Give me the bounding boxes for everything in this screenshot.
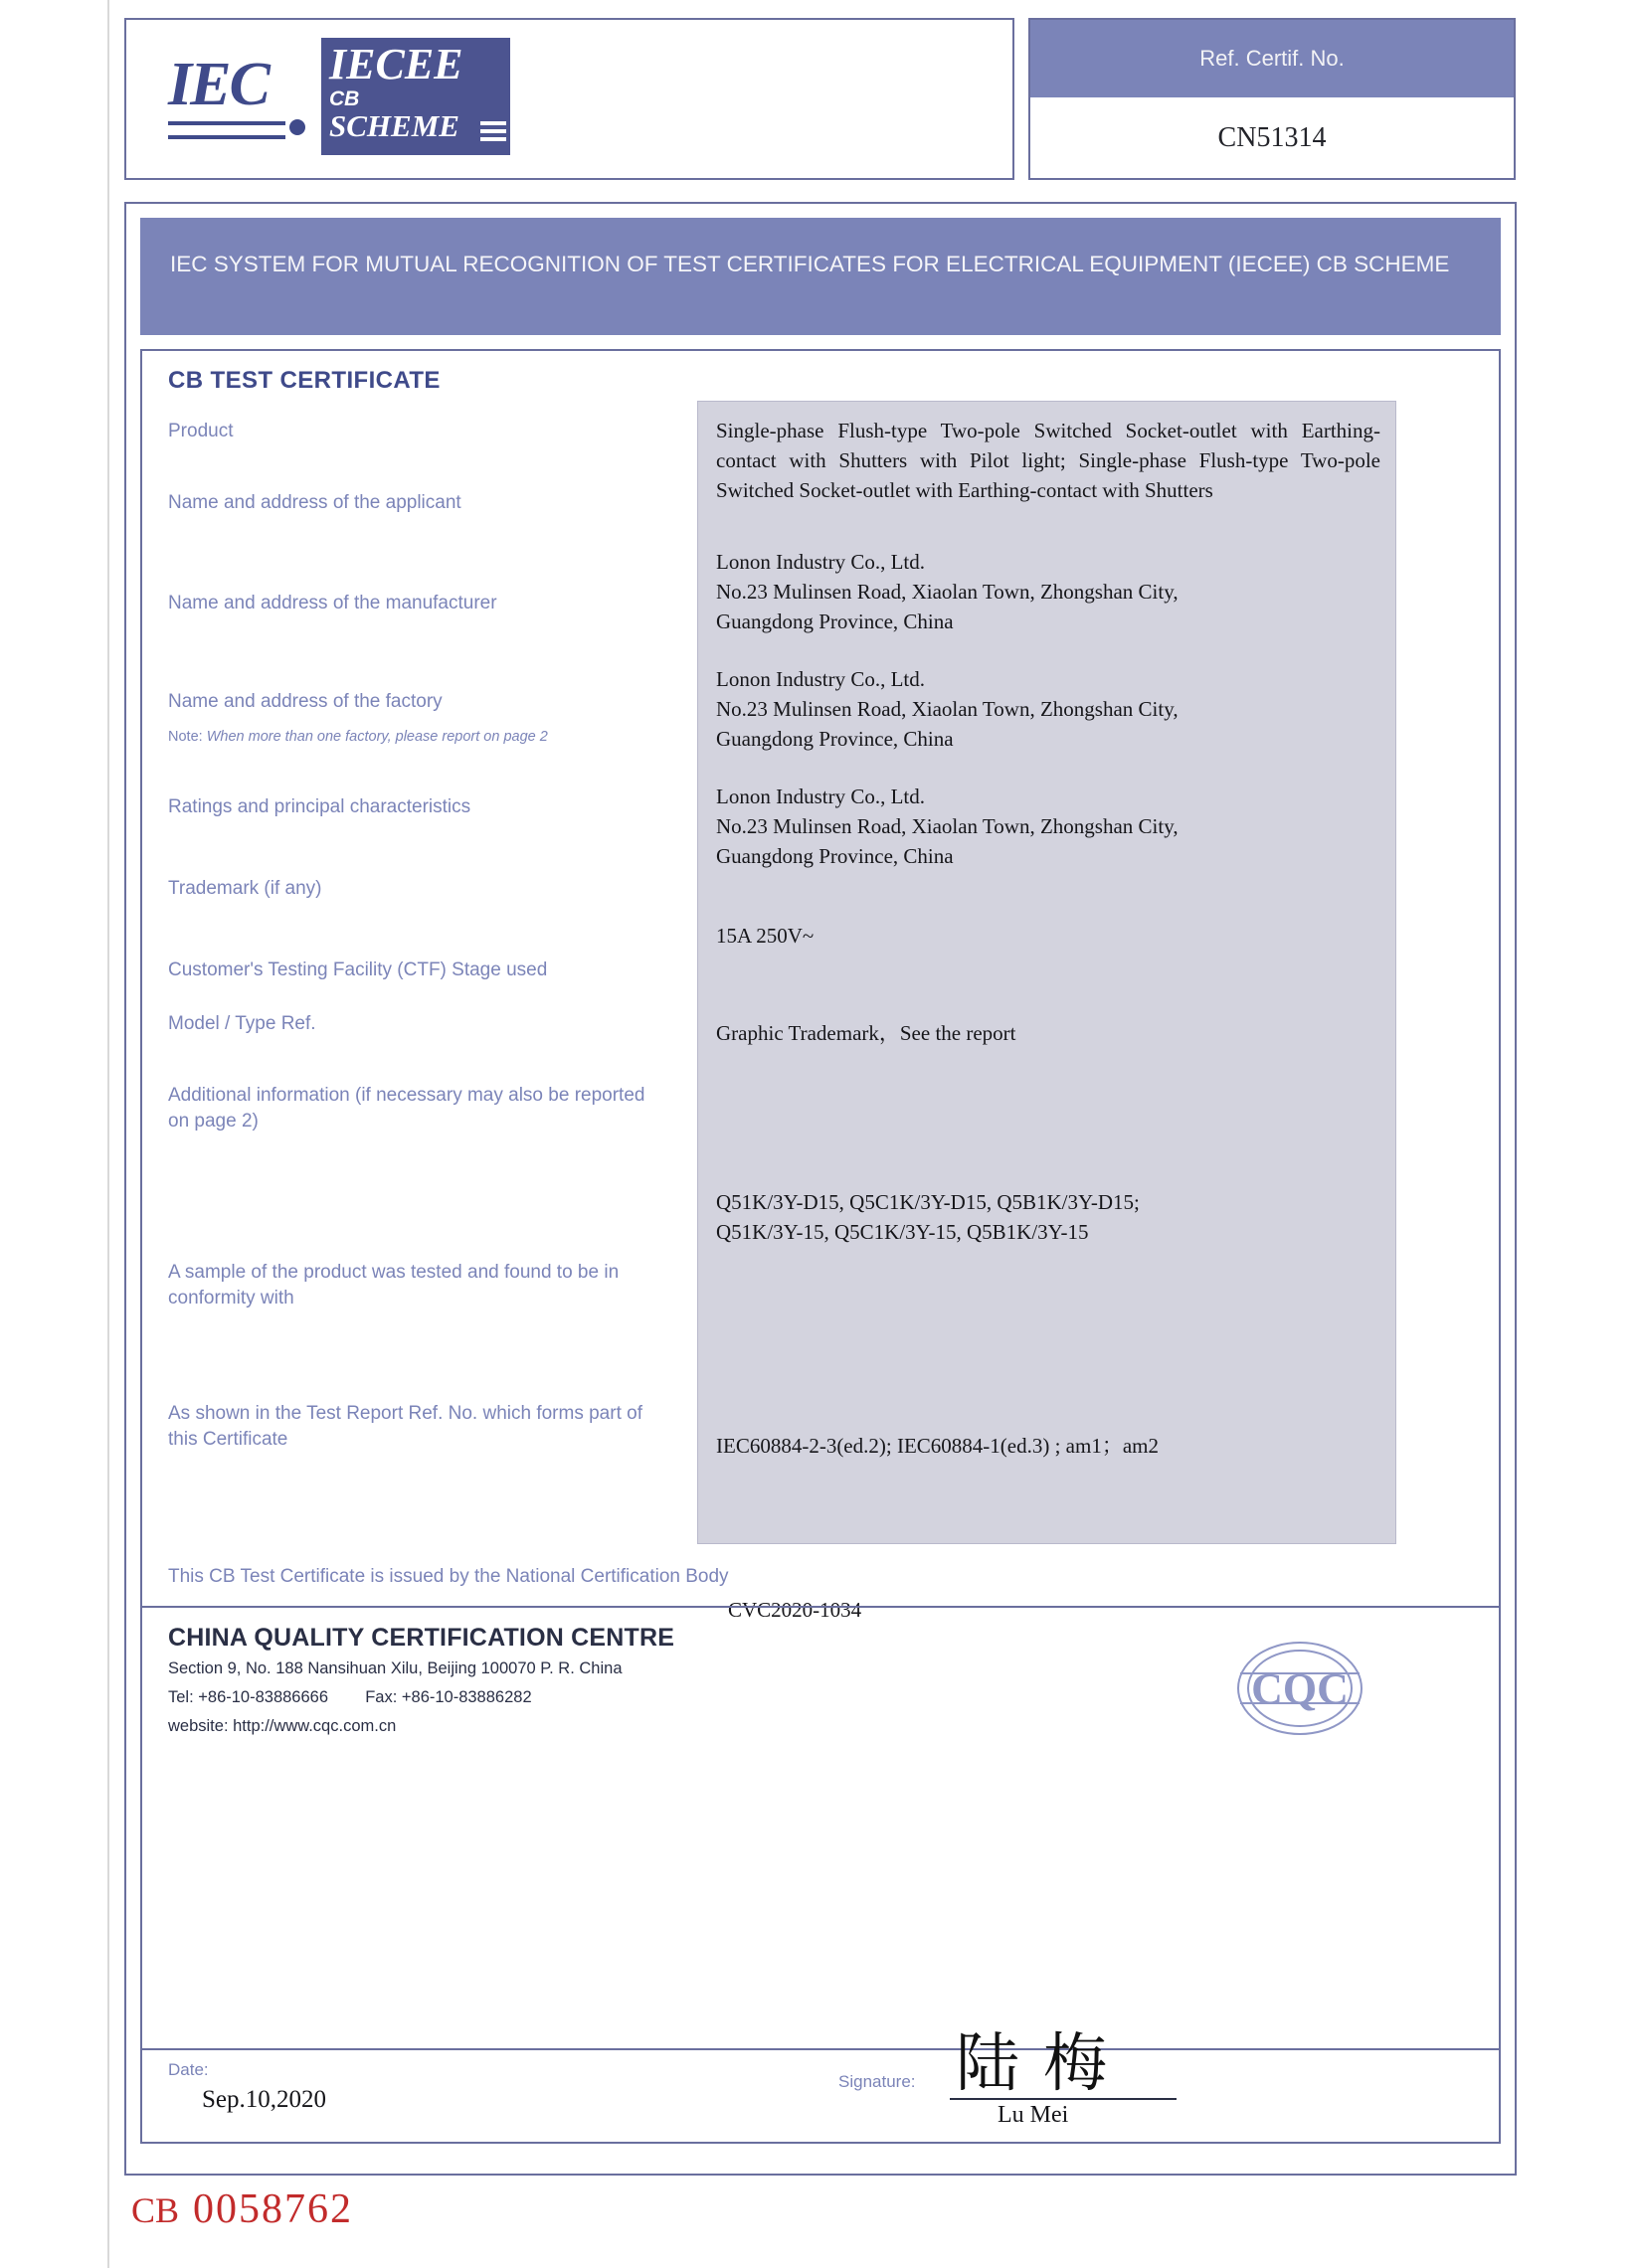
cb-serial-digits: 0058762 [193, 2186, 354, 2232]
label-factory-note-prefix: Note: [168, 729, 203, 745]
value-factory-line3: Guangdong Province, China [716, 844, 954, 868]
value-manufacturer-line1: Lonon Industry Co., Ltd. [716, 667, 925, 691]
value-applicant-line1: Lonon Industry Co., Ltd. [716, 550, 925, 574]
label-ratings: Ratings and principal characteristics [168, 796, 471, 817]
value-test-report-ref: CVC2020-1034 [728, 1598, 862, 1622]
field-values-panel [697, 401, 1396, 1622]
label-conformity: A sample of the product was tested and found to be in conformity with [168, 1262, 620, 1308]
page-title: CB TEST CERTIFICATE [168, 367, 441, 394]
label-ctf-stage: Customer's Testing Facility (CTF) Stage used [168, 960, 548, 980]
value-model-line2: Q51K/3Y-15, Q5C1K/3Y-15, Q5B1K/3Y-15 [716, 1220, 1089, 1244]
certificate-inner-frame [140, 349, 1501, 2144]
value-factory-line2: No.23 Mulinsen Road, Xiaolan Town, Zhongshan City, [716, 814, 1179, 838]
iec-logo-rules [168, 121, 285, 139]
value-trademark: Graphic Trademark，See the report [716, 1021, 1016, 1045]
label-trademark: Trademark (if any) [168, 878, 322, 899]
label-product: Product [168, 421, 234, 441]
value-manufacturer-line3: Guangdong Province, China [716, 727, 954, 751]
label-factory-note [168, 729, 548, 745]
label-factory-note-text: When more than one factory, please report on page 2 [206, 729, 548, 745]
certification-body-fax: Fax: +86-10-83886282 [365, 1688, 532, 1706]
value-conformity: IEC60884-2-3(ed.2); IEC60884-1(ed.3) ; am1；am2 [716, 1434, 1159, 1458]
cb-serial-prefix: CB [131, 2190, 180, 2230]
cb-serial-number [131, 2185, 353, 2233]
certificate-header [124, 18, 1517, 182]
date-value: Sep.10,2020 [202, 2086, 326, 2113]
page-edge-line [107, 0, 109, 2268]
signature-handwriting: 陆 梅 [956, 2028, 1111, 2099]
iec-logo-dot [289, 119, 305, 135]
label-factory: Name and address of the factory [168, 691, 443, 712]
iecee-logo-text: IECEE [329, 40, 463, 88]
cqc-logo-icon [1210, 1634, 1389, 1743]
iec-logo-text: IEC [168, 51, 269, 118]
label-test-report-ref: As shown in the Test Report Ref. No. which forms part of this Certificate [168, 1403, 642, 1450]
value-ratings: 15A 250V~ [716, 924, 815, 948]
signatory-name: Lu Mei [998, 2102, 1069, 2128]
signature-label: Signature: [838, 2072, 916, 2091]
certificate-footer [142, 2028, 1499, 2142]
scheme-logo-text: SCHEME [329, 108, 459, 144]
iecee-cb-scheme-logo [321, 38, 510, 155]
date-label: Date: [168, 2060, 209, 2079]
issued-by-note: This CB Test Certificate is issued by the National Certification Body [168, 1566, 729, 1587]
ref-certificate-box [1028, 18, 1516, 180]
iecee-banner: IEC SYSTEM FOR MUTUAL RECOGNITION OF TEST CERTIFICATES FOR ELECTRICAL EQUIPMENT (IECEE) CB SCHEME [140, 218, 1501, 335]
ref-certificate-label: Ref. Certif. No. [1030, 20, 1514, 97]
svg-text:CQC: CQC [1251, 1664, 1349, 1713]
value-product: Single-phase Flush-type Two-pole Switched Socket-outlet with Earthing-contact with Shutters with Pilot light; Single-phase Flush-type Two-pole Switched Socket-outlet with Earthing-contact with Shutters [716, 419, 1380, 502]
label-manufacturer: Name and address of the manufacturer [168, 593, 497, 613]
scheme-bars-icon [480, 121, 506, 145]
value-applicant-line3: Guangdong Province, China [716, 610, 954, 633]
value-model-line1: Q51K/3Y-D15, Q5C1K/3Y-D15, Q5B1K/3Y-D15; [716, 1190, 1140, 1214]
certification-body-address: Section 9, No. 188 Nansihuan Xilu, Beijing 100070 P. R. China [168, 1659, 623, 1677]
label-applicant: Name and address of the applicant [168, 492, 461, 513]
certification-body-contact [168, 1685, 1063, 1710]
cb-logo-text: CB [329, 87, 360, 111]
label-additional-information: Additional information (if necessary may also be reported on page 2) [168, 1085, 645, 1132]
logo-cluster [168, 38, 510, 155]
iec-logo [168, 51, 305, 139]
section-divider [142, 1606, 1499, 1608]
value-manufacturer-line2: No.23 Mulinsen Road, Xiaolan Town, Zhongshan City, [716, 697, 1179, 721]
ref-certificate-number: CN51314 [1217, 121, 1327, 153]
label-model-type-ref: Model / Type Ref. [168, 1013, 316, 1034]
value-applicant-line2: No.23 Mulinsen Road, Xiaolan Town, Zhongshan City, [716, 580, 1179, 604]
iec-iecee-logo-box [124, 18, 1014, 180]
certification-body-tel: Tel: +86-10-83886666 [168, 1688, 329, 1706]
signature-line [950, 2098, 1177, 2100]
certification-body-block [168, 1624, 1063, 1739]
certification-body-name: CHINA QUALITY CERTIFICATION CENTRE [168, 1624, 675, 1652]
certificate-frame [124, 202, 1517, 2176]
certification-body-website: website: http://www.cqc.com.cn [168, 1717, 397, 1735]
value-factory-line1: Lonon Industry Co., Ltd. [716, 785, 925, 808]
